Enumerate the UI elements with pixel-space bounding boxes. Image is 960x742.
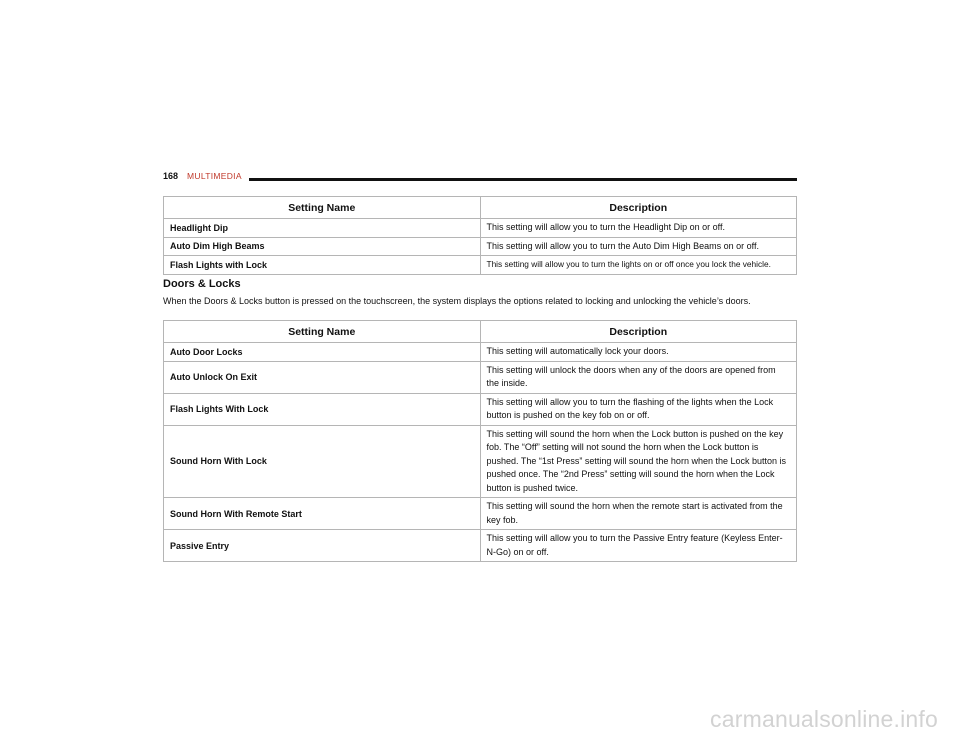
table-row (164, 361, 797, 393)
setting-name: Auto Unlock On Exit (164, 361, 481, 393)
setting-name: Auto Door Locks (164, 343, 481, 362)
table-row (164, 393, 797, 425)
setting-description: This setting will automatically lock your doors. (480, 343, 797, 362)
setting-description: This setting will allow you to turn the lights on or off once you lock the vehicle. (480, 256, 797, 275)
table-header-row (164, 197, 797, 219)
column-header-setting-name: Setting Name (164, 321, 481, 343)
setting-name: Sound Horn With Remote Start (164, 498, 481, 530)
section-heading: Doors & Locks (163, 278, 241, 290)
setting-description: This setting will sound the horn when the remote start is activated from the key fob. (480, 498, 797, 530)
page-header (163, 171, 797, 185)
setting-name: Passive Entry (164, 530, 481, 562)
table-row (164, 219, 797, 238)
setting-name: Flash Lights With Lock (164, 393, 481, 425)
table-row (164, 498, 797, 530)
table-row (164, 343, 797, 362)
page-number: 168 (163, 171, 179, 181)
section-intro: When the Doors & Locks button is pressed on the touchscreen, the system displays the options related to locking and unlocking the vehicle’s doors. (163, 296, 751, 306)
column-header-setting-name: Setting Name (164, 197, 481, 219)
setting-name: Sound Horn With Lock (164, 425, 481, 498)
table-row (164, 256, 797, 275)
setting-name: Headlight Dip (164, 219, 481, 238)
setting-description: This setting will allow you to turn the Passive Entry feature (Keyless Enter-N-Go) on or off. (480, 530, 797, 562)
table-row (164, 425, 797, 498)
setting-description: This setting will allow you to turn the Headlight Dip on or off. (480, 219, 797, 238)
lights-settings-table (163, 196, 797, 275)
table-row (164, 530, 797, 562)
header-rule (249, 178, 797, 181)
setting-description: This setting will sound the horn when the Lock button is pushed on the key fob. The “Off” setting will not sound the horn when the Lock button is pushed. The “1st Press” setting will sound the horn when the Lock button is pushed once. The “2nd Press” setting will sound the horn when the Lock button is pushed twice. (480, 425, 797, 498)
column-header-description: Description (480, 321, 797, 343)
doors-locks-settings-table (163, 320, 797, 562)
setting-description: This setting will unlock the doors when any of the doors are opened from the inside. (480, 361, 797, 393)
column-header-description: Description (480, 197, 797, 219)
table-header-row (164, 321, 797, 343)
setting-description: This setting will allow you to turn the Auto Dim High Beams on or off. (480, 237, 797, 256)
setting-description: This setting will allow you to turn the flashing of the lights when the Lock button is pushed on the key fob on or off. (480, 393, 797, 425)
watermark: carmanualsonline.info (710, 706, 938, 732)
section-name: MULTIMEDIA (187, 171, 242, 181)
setting-name: Auto Dim High Beams (164, 237, 481, 256)
setting-name: Flash Lights with Lock (164, 256, 481, 275)
table-row (164, 237, 797, 256)
